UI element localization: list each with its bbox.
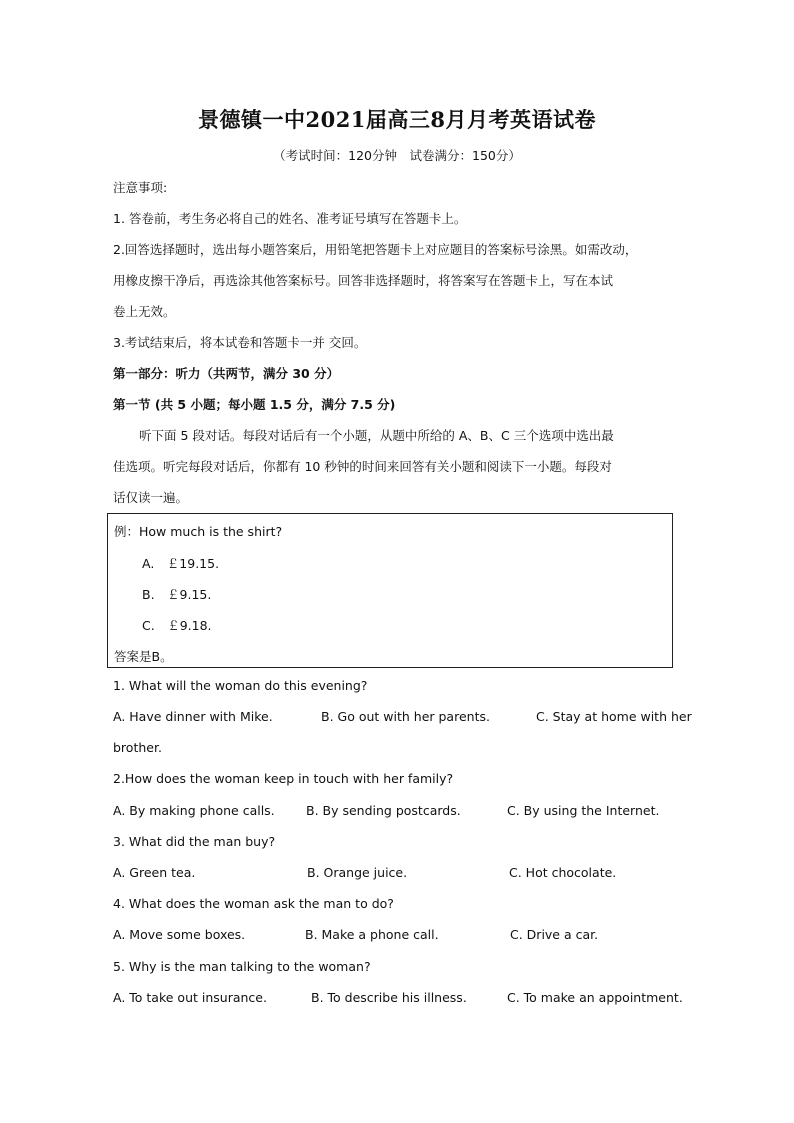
option-c: C. Stay at home with her	[536, 709, 692, 724]
option-c-continued: brother.	[113, 740, 162, 755]
notes-heading: 注意事项:	[113, 180, 168, 195]
option-c: C. Hot chocolate.	[509, 865, 617, 880]
option-c: C. To make an appointment.	[507, 990, 683, 1005]
part1-heading: 第一部分：听力（共两节，满分 30 分）	[113, 366, 340, 381]
exam-subtitle: （考试时间：120分钟 试卷满分：150分）	[273, 148, 521, 163]
note-item: 用橡皮擦干净后，再选涂其他答案标号。回答非选择题时，将答案写在答题卡上，写在本试	[113, 273, 614, 288]
option-b: B. To describe his illness.	[311, 990, 467, 1005]
option-c: C. By using the Internet.	[507, 803, 660, 818]
question-stem: 1. What will the woman do this evening?	[113, 678, 368, 693]
section1-heading: 第一节 (共 5 小题；每小题 1.5 分，满分 7.5 分)	[113, 397, 396, 412]
example-answer: 答案是B。	[114, 649, 173, 664]
question-stem: 3. What did the man buy?	[113, 834, 276, 849]
note-item: 3.考试结束后，将本试卷和答题卡一并 交回。	[113, 335, 367, 350]
note-item: 1. 答卷前，考生务必将自己的姓名、准考证号填写在答题卡上。	[113, 211, 467, 226]
question-stem: 5. Why is the man talking to the woman?	[113, 959, 371, 974]
option-b: B. By sending postcards.	[306, 803, 461, 818]
option-a: A. By making phone calls.	[113, 803, 275, 818]
example-option-b: B. ￡9.15.	[142, 587, 212, 602]
option-b: B. Make a phone call.	[305, 927, 439, 942]
instructions-line: 佳选项。听完每段对话后，你都有 10 秒钟的时间来回答有关小题和阅读下一小题。每段对	[113, 459, 612, 474]
option-a: A. Green tea.	[113, 865, 196, 880]
example-box	[107, 513, 673, 668]
exam-title: 景德镇一中2021届高三8月月考英语试卷	[197, 107, 597, 132]
example-question: 例：How much is the shirt?	[114, 524, 283, 539]
question-stem: 2.How does the woman keep in touch with her family?	[113, 771, 454, 786]
option-c: C. Drive a car.	[510, 927, 599, 942]
option-a: A. Have dinner with Mike.	[113, 709, 273, 724]
option-b: B. Orange juice.	[307, 865, 408, 880]
instructions-line: 话仅读一遍。	[113, 490, 189, 505]
example-option-c: C. ￡9.18.	[142, 618, 212, 633]
note-item: 2.回答选择题时，选出每小题答案后，用铅笔把答题卡上对应题目的答案标号涂黑。如需改动，	[113, 242, 638, 257]
option-a: A. Move some boxes.	[113, 927, 246, 942]
example-option-a: A. ￡19.15.	[142, 556, 220, 571]
instructions-line: 听下面 5 段对话。每段对话后有一个小题，从题中所给的 A、B、C 三个选项中选出最	[139, 428, 614, 443]
question-stem: 4. What does the woman ask the man to do?	[113, 896, 394, 911]
note-item: 卷上无效。	[113, 304, 176, 319]
option-a: A. To take out insurance.	[113, 990, 267, 1005]
option-b: B. Go out with her parents.	[321, 709, 490, 724]
